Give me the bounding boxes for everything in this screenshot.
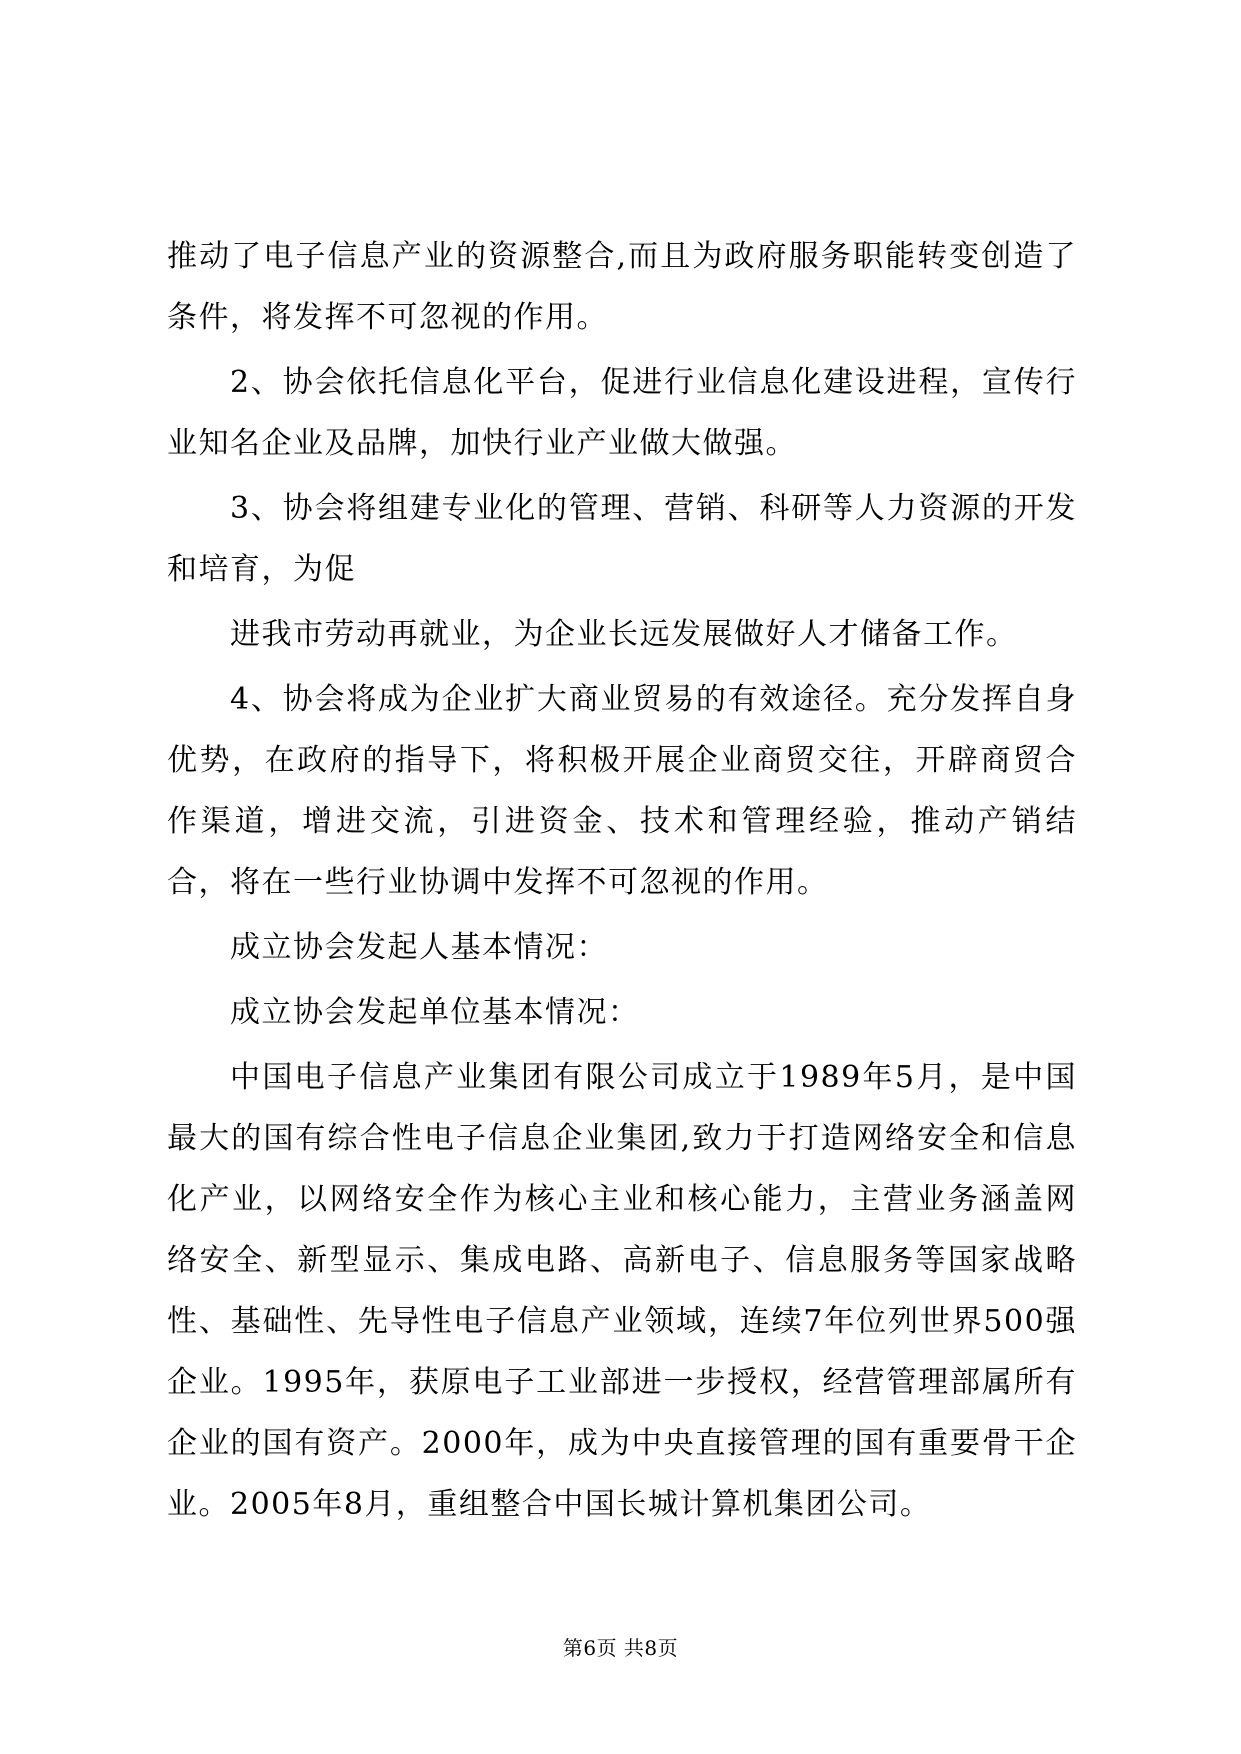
paragraph-item-2: 2、协会依托信息化平台，促进行业信息化建设进程，宣传行业知名企业及品牌，加快行业产业做大做强。: [167, 365, 1077, 461]
heading-founding-units-info: 成立协会发起单位基本情况：: [230, 995, 640, 1030]
paragraph-item-4: 4、协会将成为企业扩大商业贸易的有效途径。充分发挥自身优势，在政府的指导下，将积极开展企业商贸交往，开辟商贸合作渠道，增进交流，引进资金、技术和管理经验，推动产销结合，将在一些行业协调中发挥不可忽视的作用。: [167, 682, 1077, 900]
page-number-footer: 第6页 共8页: [562, 1636, 679, 1660]
paragraph-item-3: 3、协会将组建专业化的管理、营销、科研等人力资源的开发和培育，为促: [167, 491, 1077, 587]
paragraph-company-profile: 中国电子信息产业集团有限公司成立于1989年5月，是中国最大的国有综合性电子信息企业集团,致力于打造网络安全和信息化产业，以网络安全作为核心主业和核心能力，主营业务涵盖网络安全、新型显示、集成电路、高新电子、信息服务等国家战略性、基础性、先导性电子信息产业领域，连续7年位列世界500强企业。1995年，获原电子工业部进一步授权，经营管理部属所有企业的国有资产。2000年，成为中央直接管理的国有重要骨干企业。2005年8月，重组整合中国长城计算机集团公司。: [167, 1060, 1077, 1522]
paragraph-continuation: 推动了电子信息产业的资源整合,而且为政府服务职能转变创造了条件，将发挥不可忽视的作用。: [167, 239, 1077, 335]
heading-founders-info: 成立协会发起人基本情况：: [230, 930, 608, 965]
document-body: [167, 226, 1077, 1539]
paragraph-item-3-continued: 进我市劳动再就业，为企业长远发展做好人才储备工作。: [230, 617, 1018, 652]
